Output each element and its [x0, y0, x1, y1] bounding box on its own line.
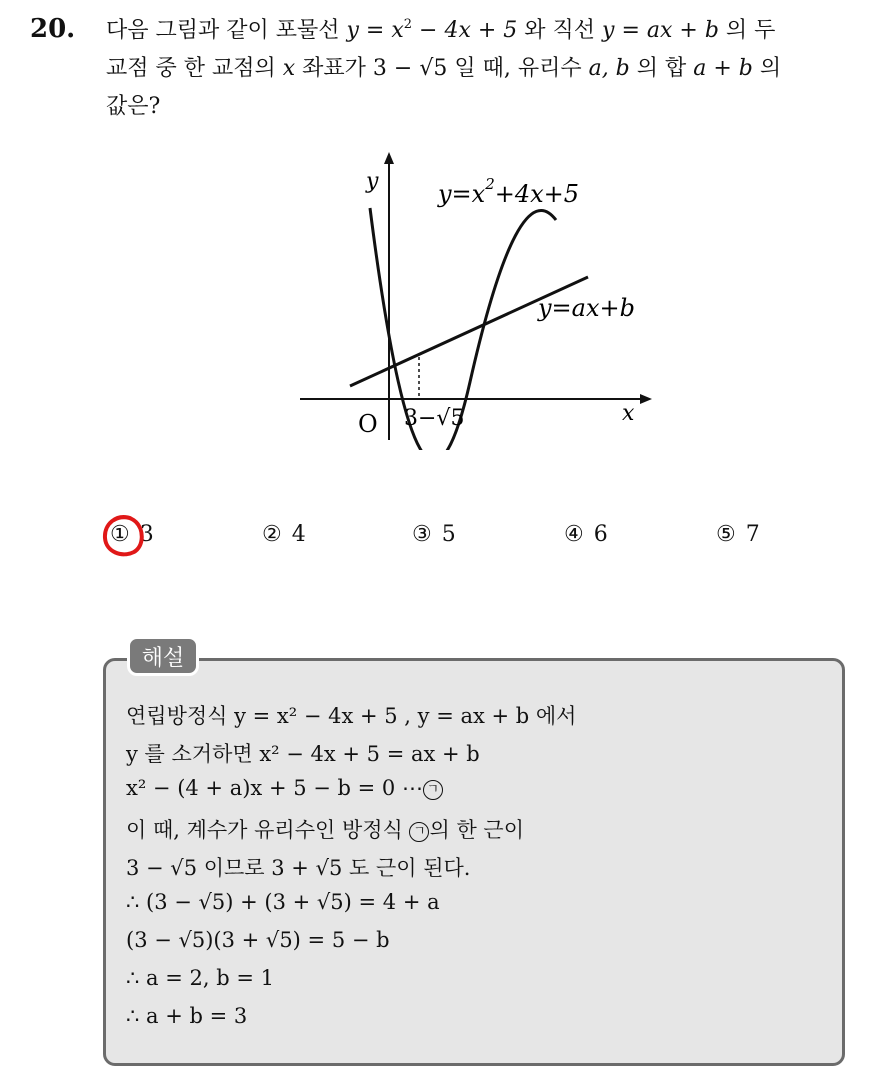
solution-line-6: ∴ (3 − √5) + (3 + √5) = 4 + a [126, 890, 440, 914]
line-label: y=ax+b [538, 294, 635, 322]
y-axis-arrow [384, 152, 394, 164]
marker-circle: ㄱ [409, 822, 429, 842]
solution-line-8: ∴ a = 2, b = 1 [126, 966, 274, 990]
solution-line-7: (3 − √5)(3 + √5) = 5 − b [126, 928, 390, 952]
marker-circle: ㄱ [423, 780, 443, 800]
parabola-label: $y=x^2+4x+5$ [438, 175, 580, 208]
origin-label: O [358, 410, 378, 438]
choice-4[interactable]: ④ 6 [564, 522, 608, 547]
y-axis-label: y [366, 169, 379, 194]
x-axis-label: x [622, 401, 635, 426]
solution-line-9: ∴ a + b = 3 [126, 1004, 248, 1028]
solution-line-5: 3 − √5 이므로 3 + √5 도 근이 된다. [126, 856, 471, 880]
question-line-3: 값은? [106, 94, 161, 119]
intersection-label: 3−√5 [404, 406, 465, 431]
choice-2[interactable]: ② 4 [262, 522, 306, 547]
solution-line-3: x² − (4 + a)x + 5 − b = 0 ⋯ ㄱ [126, 776, 443, 800]
choice-3[interactable]: ③ 5 [412, 522, 456, 547]
solution-line-4: 이 때, 계수가 유리수인 방정식 ㄱ 의 한 근이 [126, 818, 524, 842]
x-axis-arrow [640, 394, 652, 404]
solution-tag: 해설 [127, 636, 199, 676]
graph-figure [300, 150, 660, 450]
solution-line-1: 연립방정식 y = x² − 4x + 5 , y = ax + b 에서 [126, 704, 577, 728]
choice-1[interactable]: ① 3 [110, 522, 154, 547]
question-line-1: 다음 그림과 같이 포물선 $y = x^2 - 4x + 5$ 와 직선 y = ax + b 의 두 [106, 17, 776, 43]
question-number: 20. [30, 14, 76, 44]
selected-answer-circle-mark [100, 512, 148, 562]
choice-5[interactable]: ⑤ 7 [716, 522, 760, 547]
solution-line-2: y 를 소거하면 x² − 4x + 5 = ax + b [126, 742, 480, 766]
question-line-2: 교점 중 한 교점의 x 좌표가 3 − √5 일 때, 유리수 a, b 의 합 a + b 의 [106, 56, 782, 81]
